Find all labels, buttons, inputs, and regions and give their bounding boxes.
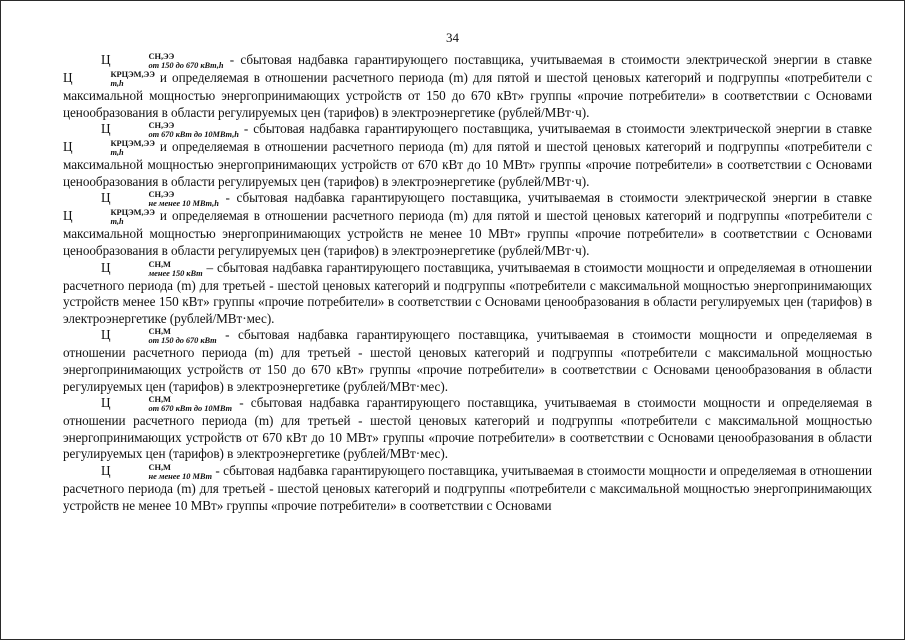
- formula-symbol: Ц СН,ЭЭ от 150 до 670 кВт,h: [101, 52, 224, 70]
- paragraph: [63, 52, 872, 121]
- paragraph-text: - сбытовая надбавка гарантирующего поставщика, учитываемая в стоимости мощности и определяемая в отношении расчетного периода (m) для третьей - шестой ценовых категорий и подгруппы «потребители с максимальной мощностью энергопринимающих устройств не менее 10 МВт» группы «прочие потребители» в соответствии с Основами: [63, 462, 872, 513]
- paragraph-text: - сбытовая надбавка гарантирующего поставщика, учитываемая в стоимости электрической энергии в ставке: [238, 121, 872, 137]
- formula-symbol: Ц СН,М от 670 кВт до 10МВт: [101, 395, 232, 414]
- paragraph-text: – сбытовая надбавка гарантирующего поставщика, учитываемая в стоимости мощности и определяемая в отношении расчетного периода (m) для третьей - шестой ценовых категорий и подгруппы «потребители с максимальной мощностью энергопринимающих устройств менее 150 кВт» группы «прочие потребители» в соответствии с Основами ценообразования в области регулируемых цен (тарифов) в электроэнергетике (рублей/МВт·мес).: [63, 259, 872, 326]
- formula-symbol: Ц СН,ЭЭ не менее 10 МВт,h: [101, 190, 219, 209]
- paragraph-text: - сбытовая надбавка гарантирующего поставщика, учитываемая в стоимости электрической энергии в ставке: [223, 52, 872, 67]
- formula-symbol: Ц СН,М от 150 до 670 кВт: [101, 327, 217, 346]
- formula-symbol: Ц КРЦЭМ,ЭЭ m,h: [63, 70, 155, 88]
- paragraph: [63, 327, 872, 395]
- paragraph: [63, 260, 872, 328]
- formula-symbol: Ц КРЦЭМ,ЭЭ m,h: [63, 208, 155, 227]
- formula-symbol: Ц СН,ЭЭ от 670 кВт до 10МВт,h: [101, 121, 239, 140]
- paragraph: [63, 121, 872, 190]
- page-number: 34: [446, 30, 459, 45]
- paragraph-text: и определяемая в отношении расчетного периода (m) для пятой и шестой ценовых категорий и подгруппы «потребители с максимальной мощностью энергопринимающих устройств от 150 до 670 кВт» группы «прочие потребители» в соответствии с Основами ценообразования в области регулируемых цен (тарифов) в электроэнергетике (рублей/МВт·ч).: [63, 70, 872, 120]
- paragraph-text: - сбытовая надбавка гарантирующего поставщика, учитываемая в стоимости мощности и определяемая в отношении расчетного периода (m) для третьей - шестой ценовых категорий и подгруппы «потребители с максимальной мощностью энергопринимающих устройств от 150 до 670 кВт» группы «прочие потребители» в соответствии с Основами ценообразования в области регулируемых цен (тарифов) в электроэнергетике (рублей/МВт·мес).: [63, 327, 872, 394]
- paragraph-text: и определяемая в отношении расчетного периода (m) для пятой и шестой ценовых категорий и подгруппы «потребители с максимальной мощностью энергопринимающих устройств от 670 кВт до 10 МВт» группы «прочие потребители» в соответствии с Основами ценообразования в области регулируемых цен (тарифов) в электроэнергетике (рублей/МВт·ч).: [63, 139, 872, 189]
- paragraph: [63, 395, 872, 463]
- paragraph-text: - сбытовая надбавка гарантирующего поставщика, учитываемая в стоимости электрической энергии в ставке: [218, 190, 872, 206]
- paragraph-text: - сбытовая надбавка гарантирующего поставщика, учитываемая в стоимости мощности и определяемая в отношении расчетного периода (m) для третьей - шестой ценовых категорий и подгруппы «потребители с максимальной мощностью энергопринимающих устройств от 670 кВт до 10 МВт» группы «прочие потребители» в соответствии с Основами ценообразования в области регулируемых цен (тарифов) в электроэнергетике (рублей/МВт·мес).: [63, 395, 872, 462]
- paragraph: [63, 463, 872, 514]
- formula-symbol: Ц СН,М менее 150 кВт: [101, 259, 203, 278]
- paragraph: [63, 190, 872, 259]
- formula-symbol: Ц КРЦЭМ,ЭЭ m,h: [63, 139, 155, 158]
- paragraph-text: и определяемая в отношении расчетного периода (m) для пятой и шестой ценовых категорий и подгруппы «потребители с максимальной мощностью энергопринимающих устройств не менее 10 МВт» группы «прочие потребители» в соответствии с Основами ценообразования в области регулируемых цен (тарифов) в электроэнергетике (рублей/МВт·ч).: [63, 208, 872, 258]
- formula-symbol: Ц СН,М не менее 10 МВт: [101, 462, 212, 481]
- document-body: [63, 52, 872, 514]
